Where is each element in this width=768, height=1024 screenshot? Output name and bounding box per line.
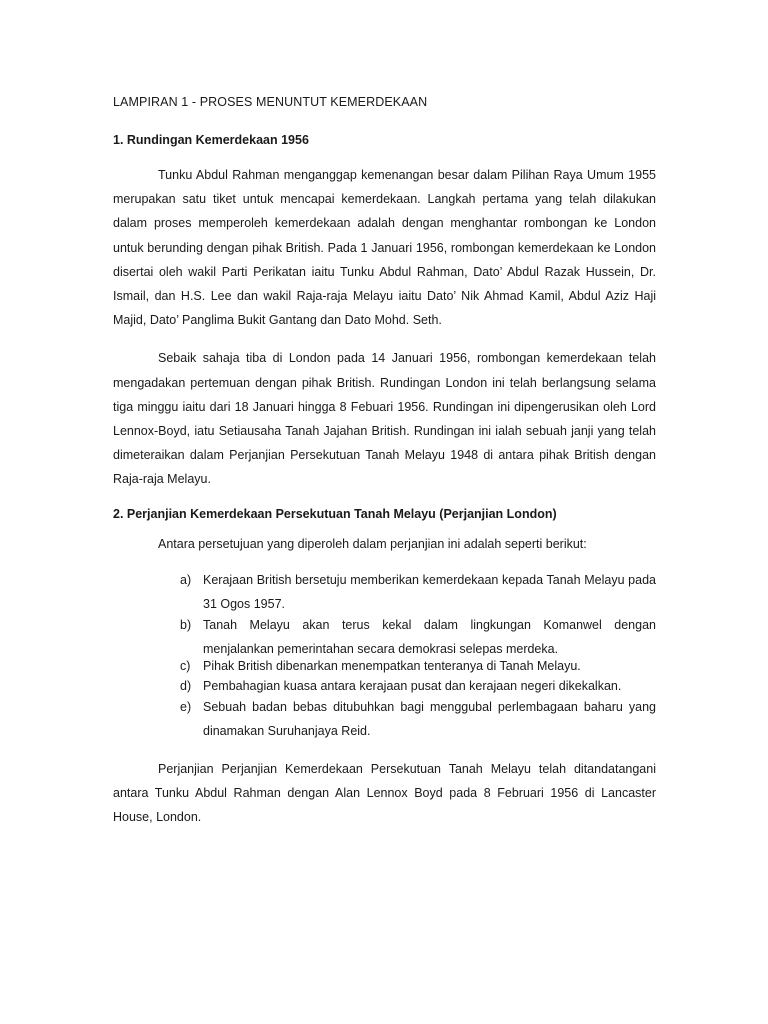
list-marker: c): [180, 658, 191, 673]
list-item-text: Pihak British dibenarkan menempatkan tenteranya di Tanah Melayu.: [203, 658, 581, 673]
list-item-text: Kerajaan British bersetuju memberikan kemerdekaan kepada Tanah Melayu pada 31 Ogos 1957.: [203, 572, 656, 611]
list-item: [180, 613, 656, 661]
agreement-list: [180, 568, 656, 743]
section-1-paragraph-1: Tunku Abdul Rahman menganggap kemenangan besar dalam Pilihan Raya Umum 1955 merupakan satu tiket untuk mencapai kemerdekaan. Langkah pertama yang telah dilakukan dalam proses memperoleh kemerdekaan adalah dengan menghantar rombongan ke London untuk berunding dengan pihak British. Pada 1 Januari 1956, rombongan kemerdekaan ke London disertai oleh wakil Parti Perikatan iaitu Tunku Abdul Rahman, Dato’ Abdul Razak Hussein, Dr. Ismail, dan H.S. Lee dan wakil Raja-raja Melayu iaitu Dato’ Nik Ahmad Kamil, Abdul Aziz Haji Majid, Dato’ Panglima Bukit Gantang dan Dato Mohd. Seth.: [113, 168, 656, 328]
list-item: [180, 695, 656, 743]
document-title: LAMPIRAN 1 - PROSES MENUNTUT KEMERDEKAAN: [113, 95, 428, 109]
section-2-closing-paragraph: Perjanjian Perjanjian Kemerdekaan Persekutuan Tanah Melayu telah ditandatangani antara Tunku Abdul Rahman dengan Alan Lennox Boyd pada 8 Februari 1956 di Lancaster House, London.: [113, 761, 656, 825]
document-content: [113, 94, 656, 829]
section-2-heading: 2. Perjanjian Kemerdekaan Persekutuan Tanah Melayu (Perjanjian London): [113, 506, 557, 521]
list-marker: e): [180, 699, 192, 714]
list-marker: d): [180, 678, 192, 693]
list-item-text: Sebuah badan bebas ditubuhkan bagi menggubal perlembagaan baharu yang dinamakan Suruhanjaya Reid.: [203, 699, 656, 738]
list-item: [180, 658, 656, 674]
section-1-paragraph-2: Sebaik sahaja tiba di London pada 14 Januari 1956, rombongan kemerdekaan telah mengadakan pertemuan dengan pihak British. Rundingan London ini telah berlangsung selama tiga minggu iaitu dari 18 Januari hingga 8 Febuari 1956. Rundingan ini dipengerusikan oleh Lord Lennox-Boyd, iatu Setiausaha Tanah Jajahan British. Rundingan ini ialah sebuah janji yang telah dimeteraikan dalam Perjanjian Persekutuan Tanah Melayu 1948 di antara pihak British dengan Raja-raja Melayu.: [113, 351, 656, 487]
section-2-intro: Antara persetujuan yang diperoleh dalam perjanjian ini adalah seperti berikut:: [158, 536, 587, 551]
list-marker: b): [180, 617, 192, 632]
list-item-text: Pembahagian kuasa antara kerajaan pusat dan kerajaan negeri dikekalkan.: [203, 678, 622, 693]
list-item-text: Tanah Melayu akan terus kekal dalam lingkungan Komanwel dengan menjalankan pemerintahan secara demokrasi selepas merdeka.: [203, 617, 656, 656]
list-item: [180, 568, 656, 616]
list-marker: a): [180, 572, 192, 587]
section-1-heading: 1. Rundingan Kemerdekaan 1956: [113, 133, 309, 147]
